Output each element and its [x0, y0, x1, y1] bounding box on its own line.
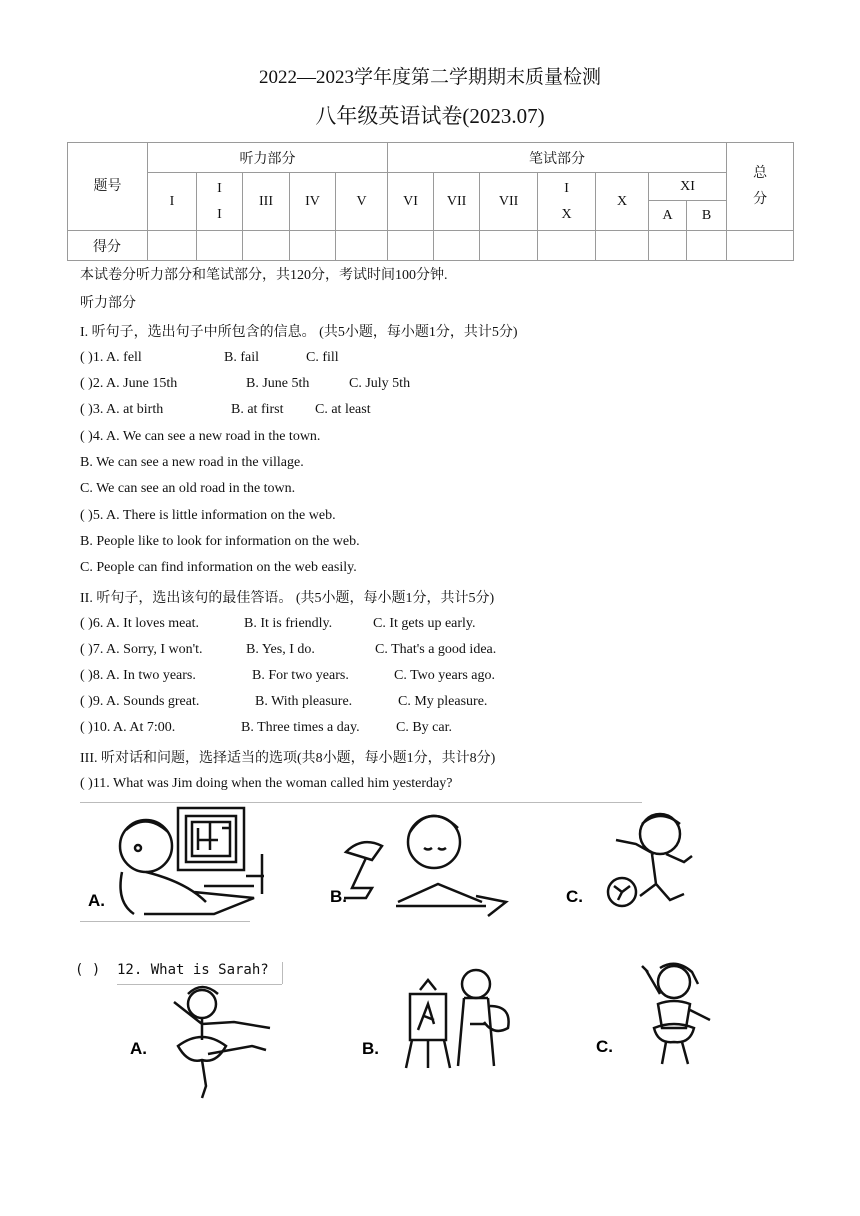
score-cell[interactable]: [687, 231, 727, 261]
reading-boy-illustration: [326, 806, 516, 918]
listening-label: 听力部分: [80, 296, 136, 311]
exam-title-term: 2022—2023学年度第二学期期末质量检测: [258, 67, 601, 88]
divider: [80, 802, 642, 803]
col-IX: I X: [538, 173, 596, 231]
col-V: V: [336, 173, 388, 231]
col-VII: VII: [434, 173, 480, 231]
score-cell[interactable]: [596, 231, 649, 261]
score-header-total: 总 分: [727, 143, 794, 231]
q9-c: C. My pleasure.: [398, 694, 488, 709]
option-b-label: B.: [362, 1039, 379, 1058]
computer-boy-illustration: [86, 806, 276, 918]
football-boy-illustration: [562, 806, 702, 918]
q10-b: B. Three times a day.: [241, 720, 360, 735]
q6-a: ( )6. A. It loves meat.: [80, 616, 199, 631]
divider: [80, 921, 250, 922]
q2-c: C. July 5th: [349, 376, 411, 391]
score-row-label: 得分: [68, 231, 148, 261]
intro-text: 本试卷分听力部分和笔试部分，共120分，考试时间100分钟.: [80, 268, 448, 283]
option-a-label: A.: [130, 1039, 147, 1058]
q1-b: B. fail: [224, 350, 259, 365]
col-III: III: [243, 173, 290, 231]
option-b-label: B.: [330, 887, 347, 906]
q9-a: ( )9. A. Sounds great.: [80, 694, 200, 709]
singer-illustration: [594, 960, 724, 1070]
score-cell[interactable]: [243, 231, 290, 261]
q3-b: B. at first: [231, 402, 284, 417]
q7-b: B. Yes, I do.: [246, 642, 315, 657]
option-c-label: C.: [566, 887, 583, 906]
q6-b: B. It is friendly.: [244, 616, 333, 631]
section1-heading: I. 听句子，选出句子中所包含的信息。 (共5小题，每小题1分，共计5分): [80, 325, 518, 340]
col-XI: XI: [649, 173, 727, 201]
q1-a: ( )1. A. fell: [80, 350, 142, 365]
col-II: I I: [197, 173, 243, 231]
q5-a: ( )5. A. There is little information on the web.: [80, 508, 336, 523]
q7-a: ( )7. A. Sorry, I won't.: [80, 642, 203, 657]
q12-text: 12. What is Sarah?: [117, 962, 269, 978]
q5-b: B. People like to look for information on the web.: [80, 534, 360, 549]
q11-text: ( )11. What was Jim doing when the woman called him yesterday?: [80, 776, 453, 791]
col-XI-B: B: [687, 201, 727, 231]
ballet-girl-illustration: [128, 984, 288, 1100]
q4-c: C. We can see an old road in the town.: [80, 481, 296, 496]
score-cell[interactable]: [290, 231, 336, 261]
score-cell[interactable]: [480, 231, 538, 261]
col-VIII: VII: [480, 173, 538, 231]
q3-a: ( )3. A. at birth: [80, 402, 164, 417]
q3-c: C. at least: [315, 402, 371, 417]
section2-heading: II. 听句子，选出该句的最佳答语。 (共5小题，每小题1分，共计5分): [80, 591, 495, 606]
col-VI: VI: [388, 173, 434, 231]
exam-title-grade: 八年级英语试卷(2023.07): [315, 104, 545, 128]
option-a-label: A.: [88, 891, 105, 910]
q4-b: B. We can see a new road in the village.: [80, 455, 304, 470]
q6-c: C. It gets up early.: [373, 616, 476, 631]
q4-a: ( )4. A. We can see a new road in the town.: [80, 429, 321, 444]
score-cell[interactable]: [336, 231, 388, 261]
option-c-label: C.: [596, 1037, 613, 1056]
q8-a: ( )8. A. In two years.: [80, 668, 196, 683]
divider: [282, 962, 283, 984]
q1-c: C. fill: [306, 350, 339, 365]
q5-c: C. People can find information on the web easily.: [80, 560, 357, 575]
score-cell[interactable]: [434, 231, 480, 261]
q2-b: B. June 5th: [246, 376, 310, 391]
q10-a: ( )10. A. At 7:00.: [80, 720, 176, 735]
q2-a: ( )2. A. June 15th: [80, 376, 178, 391]
score-cell[interactable]: [727, 231, 794, 261]
score-header-tihao: 题号: [68, 143, 148, 231]
score-cell[interactable]: [388, 231, 434, 261]
col-X: X: [596, 173, 649, 231]
q7-c: C. That's a good idea.: [375, 642, 497, 657]
section3-heading: III. 听对话和问题，选择适当的选项(共8小题，每小题1分，共计8分): [80, 751, 496, 766]
col-XI-A: A: [649, 201, 687, 231]
q8-b: B. For two years.: [252, 668, 349, 683]
score-cell[interactable]: [649, 231, 687, 261]
score-cell[interactable]: [197, 231, 243, 261]
q9-b: B. With pleasure.: [255, 694, 353, 709]
q10-c: C. By car.: [396, 720, 452, 735]
score-cell[interactable]: [148, 231, 197, 261]
q8-c: C. Two years ago.: [394, 668, 496, 683]
col-I: I: [148, 173, 197, 231]
score-cell[interactable]: [538, 231, 596, 261]
q12-paren: ( ): [75, 962, 101, 978]
score-header-listening: 听力部分: [148, 143, 388, 173]
col-IV: IV: [290, 173, 336, 231]
score-table: [67, 142, 794, 261]
painter-illustration: [360, 964, 520, 1070]
score-header-writing: 笔试部分: [388, 143, 727, 173]
